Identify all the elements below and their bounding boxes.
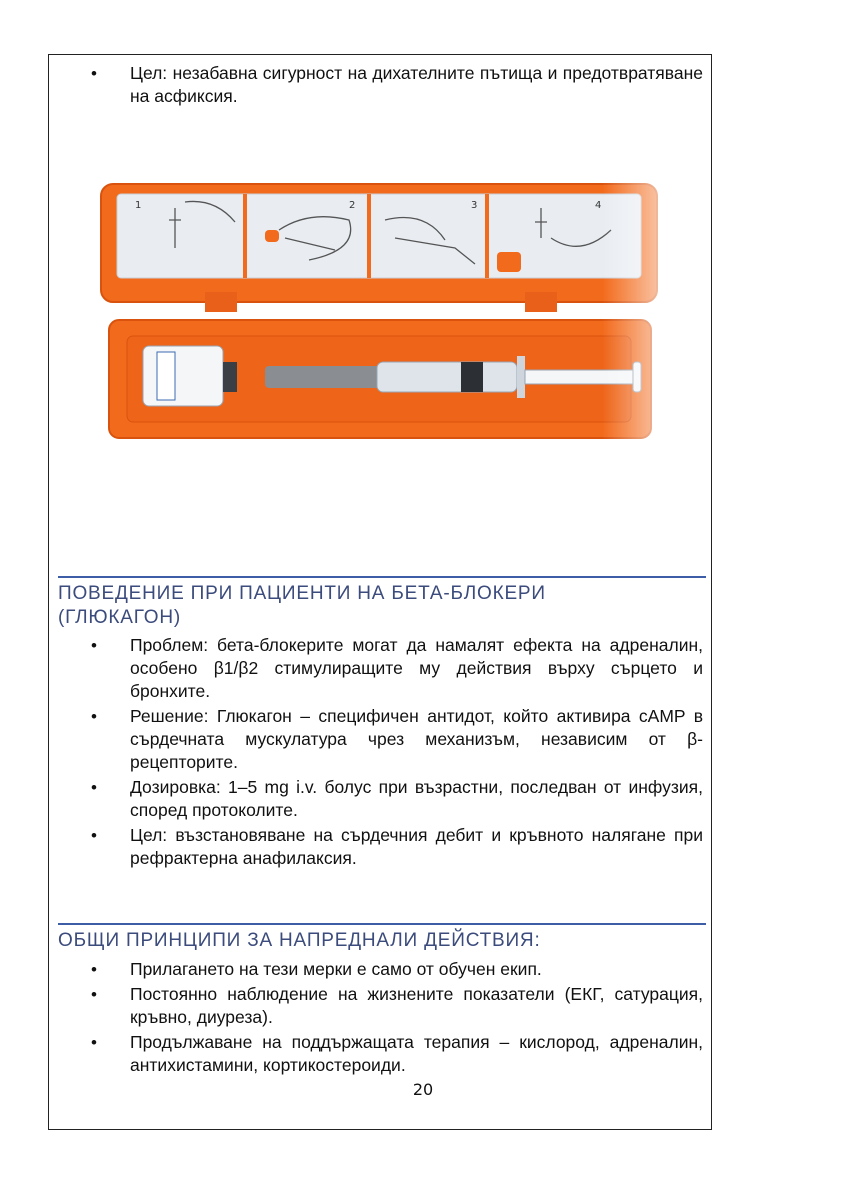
bullet-dot: • [91, 960, 97, 979]
bullet-text: Проблем: бета-блокерите могат да намалят ефекта на адреналин, особено β1/β2 стимулиращите му действия върху сърцето и бронхите. [130, 635, 703, 701]
section-beta-blockers [58, 634, 703, 872]
bullet-text: Решение: Глюкагон – специфичен антидот, който активира cAMP в сърдечната мускулатура чрез механизъм, независим от β-рецепторите. [130, 706, 703, 772]
list-item [58, 776, 703, 822]
list-item [58, 824, 703, 870]
glucagon-kit-illustration [65, 142, 697, 492]
bullet-text: Прилагането на тези мерки е само от обучен екип. [130, 959, 542, 979]
list-item [58, 983, 703, 1029]
list-item [58, 62, 703, 108]
list-item [58, 705, 703, 774]
bullet-list [58, 958, 703, 1077]
list-item [58, 1031, 703, 1077]
bullet-list [58, 634, 703, 870]
bullet-dot: • [91, 707, 97, 726]
section-heading-advanced-principles [58, 923, 706, 953]
bullet-text: Постоянно наблюдение на жизнените показатели (ЕКГ, сатурация, кръвно, диуреза). [130, 984, 703, 1027]
section-heading-beta-blockers [58, 576, 706, 630]
bullet-dot: • [91, 636, 97, 655]
bullet-dot: • [91, 1033, 97, 1052]
bullet-text: Цел: незабавна сигурност на дихателните пътища и предотвратяване на асфиксия. [130, 63, 703, 106]
bullet-list [58, 62, 703, 108]
heading-line: ПОВЕДЕНИЕ ПРИ ПАЦИЕНТИ НА БЕТА-БЛОКЕРИ [58, 583, 546, 604]
heading-line: ОБЩИ ПРИНЦИПИ ЗА НАПРЕДНАЛИ ДЕЙСТВИЯ: [58, 930, 541, 951]
section-goal [58, 62, 703, 110]
bullet-text: Продължаване на поддържащата терапия – кислород, адреналин, антихистамини, кортикостероиди. [130, 1032, 703, 1075]
bullet-dot: • [91, 778, 97, 797]
heading-line: (ГЛЮКАГОН) [58, 607, 182, 628]
bullet-text: Дозировка: 1–5 mg i.v. болус при възрастни, последван от инфузия, според протоколите. [130, 777, 703, 820]
section-advanced-principles [58, 958, 703, 1079]
page-number: 20 [412, 1080, 434, 1099]
bullet-dot: • [91, 985, 97, 1004]
list-item [58, 958, 703, 981]
bullet-dot: • [91, 826, 97, 845]
glucagon-kit-photo [65, 142, 697, 492]
bullet-text: Цел: възстановяване на сърдечния дебит и кръвното налягане при рефрактерна анафилаксия. [130, 825, 703, 868]
bullet-dot: • [91, 64, 97, 83]
list-item [58, 634, 703, 703]
